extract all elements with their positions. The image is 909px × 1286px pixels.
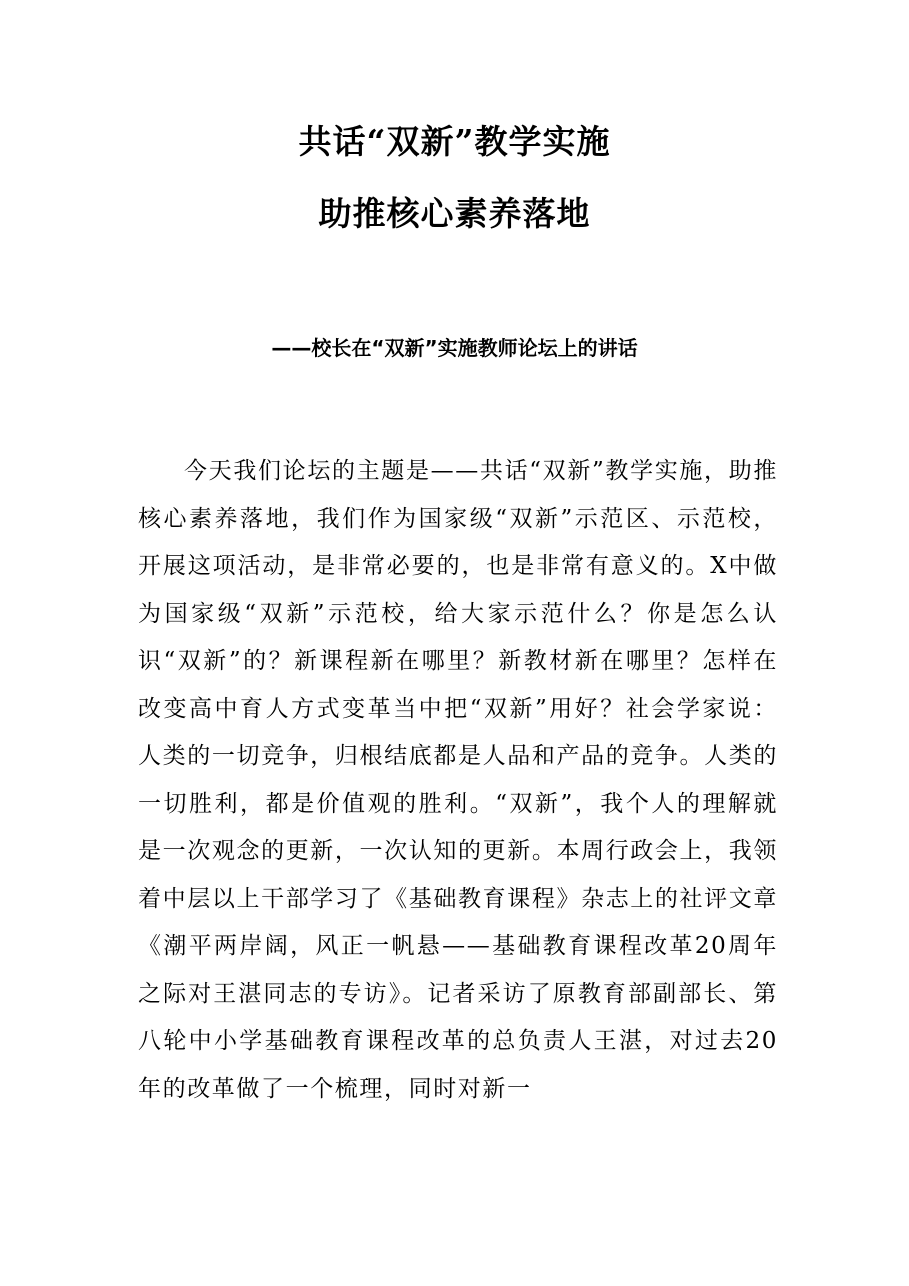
document-title-line-2: 助推核心素养落地 bbox=[318, 194, 591, 233]
document-subtitle: ——校长在“双新”实施教师论坛上的讲话 bbox=[271, 336, 638, 360]
document-title-line-1: 共话“双新”教学实施 bbox=[298, 122, 611, 161]
body-paragraph: 今天我们论坛的主题是——共话“双新”教学实施，助推核心素养落地，我们作为国家级“双新”示范区、示范校，开展这项活动，是非常必要的，也是非常有意义的。X中做为国家级“双新”示范校，给大家示范什么？你是怎么认识“双新”的？新课程新在哪里？新教材新在哪里？怎样在改变高中育人方式变革当中把“双新”用好？社会学家说：人类的一切竞争，归根结底都是人品和产品的竞争。人类的一切胜利，都是价值观的胜利。“双新”，我个人的理解就是一次观念的更新，一次认知的更新。本周行政会上，我领着中层以上干部学习了《基础教育课程》杂志上的社评文章《潮平两岸阔，风正一帆悬——基础教育课程改革20周年之际对王湛同志的专访》。记者采访了原教育部副部长、第八轮中小学基础教育课程改革的总负责人王湛，对过去20年的改革做了一个梳理，同时对新一 bbox=[138, 458, 778, 1102]
